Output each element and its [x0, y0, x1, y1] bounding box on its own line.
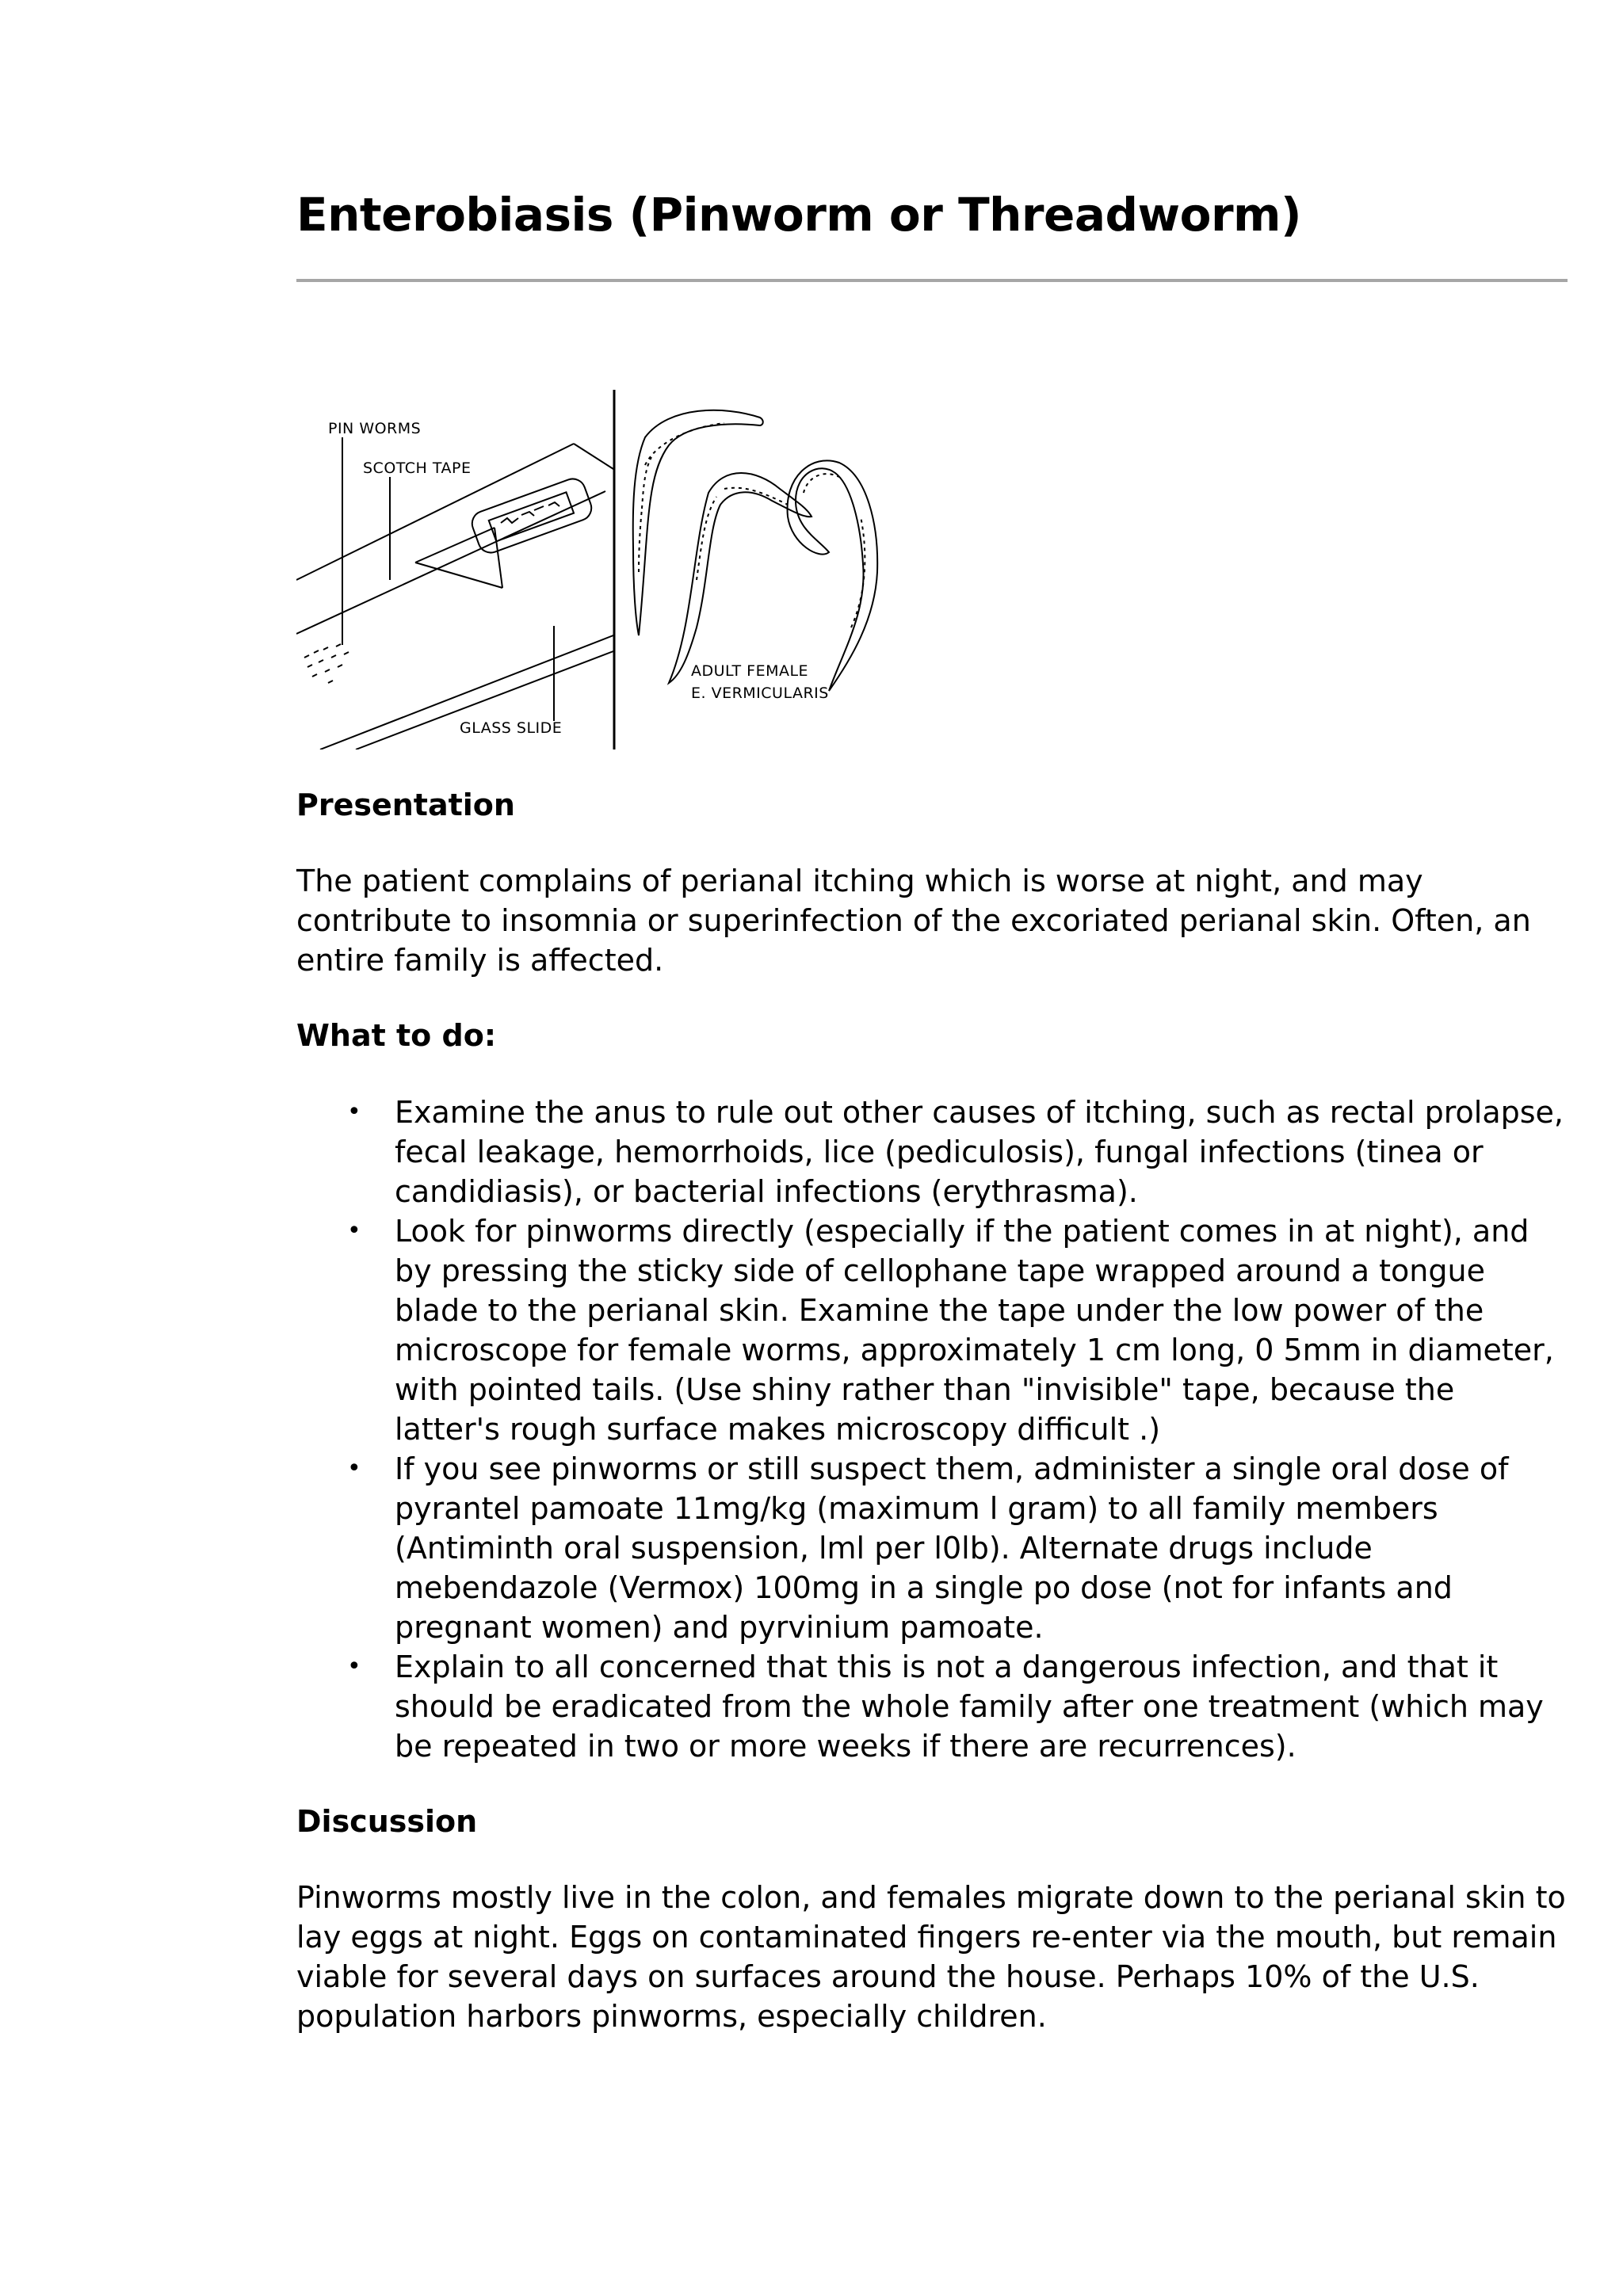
title-divider [296, 279, 1568, 282]
label-pin-worms: PIN WORMS [328, 419, 422, 437]
bullet-icon: • [347, 1454, 361, 1482]
tape-top [415, 528, 495, 563]
worm-3-inner [804, 474, 865, 627]
presentation-body: The patient complains of perianal itching which is worse at night, and may contribute to insomnia or superinfection of the excoriated perianal skin. Often, an entire family is affected. [296, 864, 1531, 978]
what-to-do-heading: What to do: [296, 1018, 497, 1054]
presentation-heading: Presentation [296, 787, 515, 822]
list-item-text: Examine the anus to rule out other causes of itching, such as rectal prolapse, fecal leakage, hemorrhoids, lice (pediculosis), fungal infections (tinea or candidiasis), or bacterial infections (erythrasma). [395, 1094, 1564, 1209]
list-item [296, 1093, 1568, 1211]
bullet-icon: • [347, 1652, 361, 1680]
discussion-section [296, 1802, 1568, 2036]
pinworm-eggs [304, 644, 349, 683]
page-title: Enterobiasis (Pinworm or Threadworm) [296, 188, 1301, 242]
pinworm-drawing [296, 390, 946, 749]
bullet-icon: • [347, 1097, 361, 1126]
slide-label-inner [489, 492, 574, 541]
list-item-text: Explain to all concerned that this is not a dangerous infection, and that it should be eradicated from the whole family after one treatment (which may be repeated in two or more weeks if there are recurrences). [395, 1649, 1544, 1764]
what-to-do-section [296, 1016, 1568, 1765]
worm-1-outline [633, 410, 763, 635]
list-item-text: Look for pinworms directly (especially if the patient comes in at night), and by pressing the sticky side of cellophane tape wrapped around a tongue blade to the perianal skin. Examine the tape under the low power of the microscope for female worms, approximately 1 cm long, 0 5mm in diameter, with pointed tails. (Use shiny rather than "invisible" tape, because the latter's rough surface makes microscopy difficult .) [395, 1213, 1554, 1447]
list-item [296, 1449, 1568, 1647]
pinworm-illustration [296, 390, 946, 749]
slide-right-edge [574, 444, 613, 469]
presentation-section [296, 786, 1568, 980]
tape-bottom [415, 563, 502, 588]
discussion-heading: Discussion [296, 1803, 478, 1839]
list-item-text: If you see pinworms or still suspect them, administer a single oral dose of pyrantel pamoate 11mg/kg (maximum l gram) to all family members (Antiminth oral suspension, lml per l0lb). Alternate drugs include mebendazole (Vermox) 100mg in a single po dose (not for infants and pregnant women) and pyrvinium pamoate. [395, 1451, 1509, 1645]
worm-2-outline [669, 473, 812, 683]
bullet-icon: • [347, 1216, 361, 1245]
worm-3-outline [788, 460, 878, 691]
discussion-body: Pinworms mostly live in the colon, and females migrate down to the perianal skin to lay eggs at night. Eggs on contaminated fingers re-enter via the mouth, but remain viable for several days on surfaces around the house. Perhaps 10% of the U.S. population harbors pinworms, especially children. [296, 1879, 1566, 2034]
document-page [296, 190, 1568, 2036]
label-scotch-tape: SCOTCH TAPE [363, 459, 472, 477]
label-glass-slide: GLASS SLIDE [460, 719, 563, 737]
list-item [296, 1211, 1568, 1449]
list-item [296, 1647, 1568, 1766]
slide-label-box [468, 475, 594, 556]
label-adult-female: ADULT FEMALE [691, 662, 809, 680]
what-to-do-list [296, 1093, 1568, 1766]
tape-right [495, 528, 502, 588]
label-e-vermicularis: E. VERMICULARIS [691, 684, 829, 702]
